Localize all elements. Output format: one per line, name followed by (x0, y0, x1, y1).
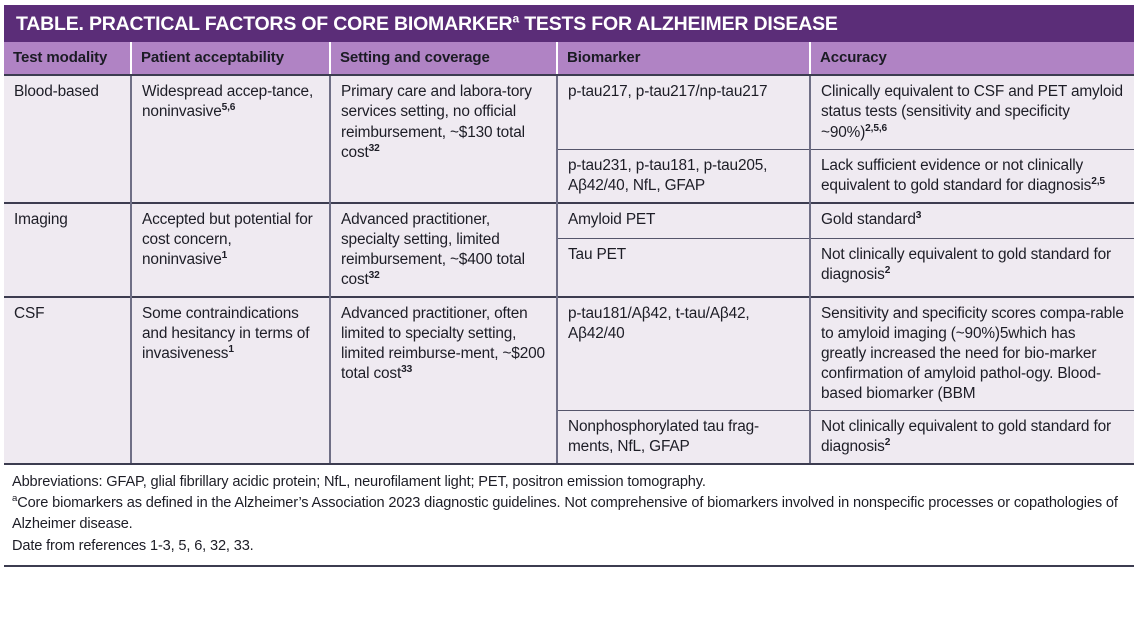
footnote-marker-a (12, 493, 1126, 534)
cell-text: p-tau231, p-tau181, p-tau205, Aβ42/40, NfL, GFAP (568, 156, 768, 194)
column-header-patient-acceptability: Patient acceptability (131, 42, 330, 75)
reference-marker: 2 (884, 265, 891, 277)
cell-biomarker (557, 297, 810, 411)
cell-test-modality: CSF (4, 297, 131, 463)
reference-marker: 1 (228, 343, 234, 355)
table-title-footnote-marker: a (512, 11, 519, 26)
reference-marker: 5,6 (221, 102, 236, 114)
cell-text: Some contraindications and hesitancy in terms of invasiveness (142, 304, 310, 362)
footnote-marker-symbol: a (12, 493, 18, 505)
cell-setting-and-coverage (330, 203, 557, 297)
cell-biomarker (557, 149, 810, 203)
reference-marker: 2,5,6 (865, 122, 888, 134)
table-row (4, 203, 1134, 239)
table-header (4, 42, 1134, 75)
reference-marker: 1 (221, 249, 228, 261)
cell-text: Not clinically equivalent to gold standard for diagnosis (821, 246, 1111, 284)
reference-marker: 2 (884, 436, 891, 448)
cell-text: Tau PET (568, 246, 626, 264)
cell-biomarker (557, 410, 810, 463)
cell-accuracy (810, 149, 1134, 203)
cell-setting-and-coverage (330, 75, 557, 202)
reference-marker: 2,5 (1091, 175, 1105, 187)
column-header-biomarker: Biomarker (557, 42, 810, 75)
cell-biomarker (557, 75, 810, 149)
cell-setting-and-coverage (330, 297, 557, 463)
footnote-abbreviations: Abbreviations: GFAP, glial fibrillary acidic protein; NfL, neurofilament light; PET, positron emission tomography. (12, 473, 706, 490)
cell-patient-acceptability (131, 75, 330, 202)
cell-accuracy (810, 203, 1134, 239)
table-row (4, 297, 1134, 411)
cell-text: p-tau217, p-tau217/np-tau217 (568, 83, 768, 101)
cell-test-modality: Imaging (4, 203, 131, 297)
table-footnotes (4, 463, 1134, 562)
cell-text: Amyloid PET (568, 210, 656, 228)
cell-text: Nonphosphorylated tau frag-ments, NfL, GFAP (568, 417, 760, 455)
column-header-setting-and-coverage: Setting and coverage (330, 42, 557, 75)
column-header-row (4, 42, 1134, 75)
cell-text: Advanced practitioner, specialty setting, limited reimbursement, ~$400 total cost (341, 210, 525, 288)
cell-text: Clinically equivalent to CSF and PET amyloid status tests (sensitivity and specificity ~90%) (821, 83, 1123, 141)
table-title (4, 5, 1134, 42)
table-title-suffix: TESTS FOR ALZHEIMER DISEASE (518, 13, 838, 35)
column-header-test-modality: Test modality (4, 42, 131, 75)
cell-patient-acceptability (131, 297, 330, 463)
cell-text: p-tau181/Aβ42, t-tau/Aβ42, Aβ42/40 (568, 304, 750, 342)
cell-text: Primary care and labora-tory services setting, no official reimbursement, ~$130 total cost (341, 83, 532, 161)
table-title-prefix: TABLE. PRACTICAL FACTORS OF CORE BIOMARKER (16, 13, 513, 35)
cell-text: Gold standard (821, 210, 916, 228)
reference-marker: 32 (368, 142, 380, 154)
bottom-rule (4, 565, 1134, 567)
reference-marker: 3 (915, 209, 922, 221)
cell-text: Not clinically equivalent to gold standard for diagnosis (821, 417, 1111, 455)
reference-marker: 32 (368, 269, 380, 281)
cell-text: Sensitivity and specificity scores compa-rable to amyloid imaging (~90%)5which has greatly increased the need for bio-marker confirmation of amyloid pathol-ogy. Blood-based biomarker (BBM (821, 304, 1124, 402)
table-body (4, 75, 1134, 462)
cell-text: Widespread accep-tance, noninvasive (142, 83, 314, 121)
cell-biomarker (557, 203, 810, 239)
cell-test-modality: Blood-based (4, 75, 131, 202)
cell-patient-acceptability (131, 203, 330, 297)
cell-text: Accepted but potential for cost concern, noninvasive (142, 210, 313, 268)
cell-accuracy (810, 297, 1134, 411)
reference-marker: 33 (401, 363, 413, 375)
column-header-accuracy: Accuracy (810, 42, 1134, 75)
footnote-marker-a-text: Core biomarkers as defined in the Alzheimer’s Association 2023 diagnostic guidelines. Not comprehensive of biomarkers involved in nonspecific processes or copathologies of Alzheimer disease. (12, 495, 1118, 533)
table-row (4, 75, 1134, 149)
footnote-data-source: Date from references 1-3, 5, 6, 32, 33. (12, 537, 254, 554)
cell-text: Lack sufficient evidence or not clinically equivalent to gold standard for diagnosis (821, 156, 1092, 194)
biomarker-table (4, 42, 1134, 462)
cell-accuracy (810, 410, 1134, 463)
cell-accuracy (810, 75, 1134, 149)
cell-text: Advanced practitioner, often limited to specialty setting, limited reimburse-ment, ~$200 total cost (341, 304, 545, 382)
cell-biomarker (557, 239, 810, 297)
cell-accuracy (810, 239, 1134, 297)
